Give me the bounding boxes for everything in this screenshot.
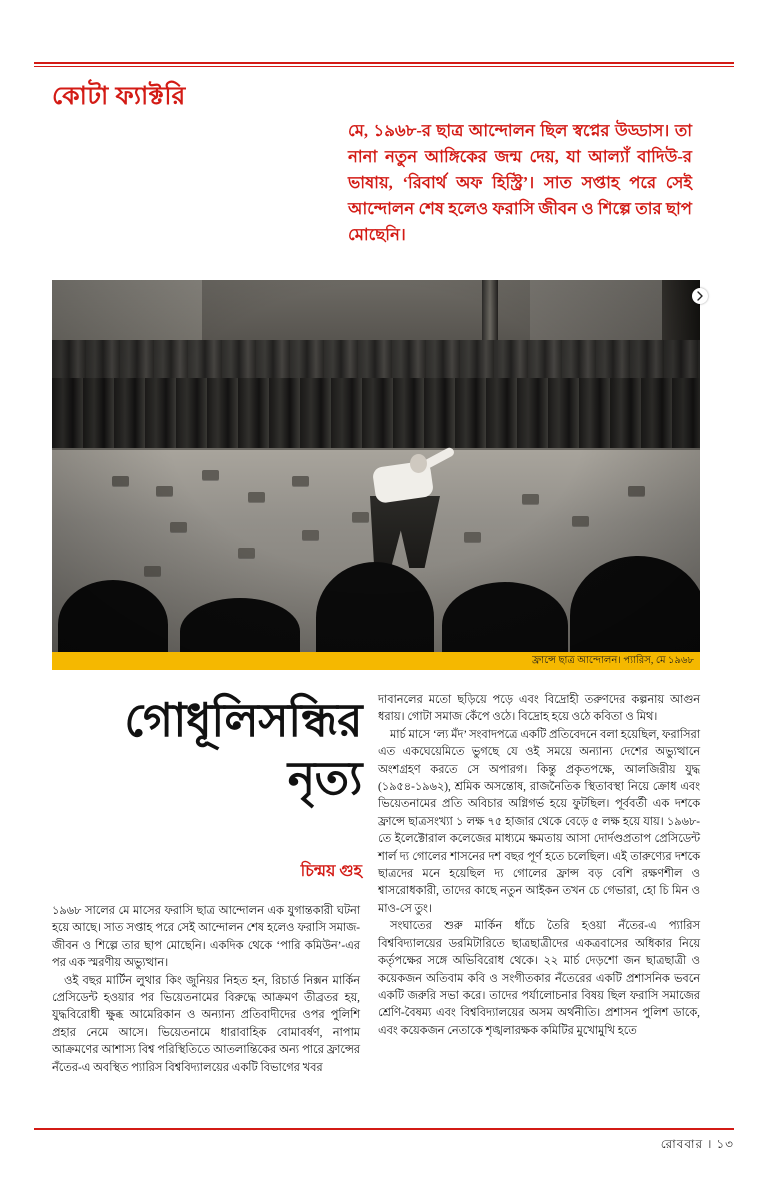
page-footer: রোববার । ১৩ [660, 1137, 734, 1151]
bottom-rule [34, 1128, 734, 1130]
article-byline: চিন্ময় গুহ [300, 863, 362, 880]
paragraph: মার্চ মাসে ‘ল্য মঁদ’ সংবাদপত্রে একটি প্রতিবেদনে বলা হয়েছিল, ফরাসিরা এত একঘেয়েমিতে ভুগছে যে ওই সময়ে অন্যান্য দেশের অভ্যুত্থানে অংশগ্রহণ করতে সে অপারগ। কিন্তু প্রকৃতপক্ষে, আলজিরীয় যুদ্ধ (১৯৫৪-১৯৬২), শ্রমিক অসন্তোষ, রাজনৈতিক স্থিতাবস্থা নিয়ে ক্রোধ এবং ভিয়েতনামের প্রতি অবিচার অগ্নিগর্ভ হয়ে ফুটছিল। পূর্ববর্তী এক দশকে ফ্রান্সে ছাত্রসংখ্যা ১ লক্ষ ৭৫ হাজার থেকে বেড়ে ৫ লক্ষ হয়ে যায়। ১৯৬৮-তে ইলেক্টোরাল কলেজের মাধ্যমে ক্ষমতায় আসা দোর্দণ্ডপ্রতাপ প্রেসিডেন্ট শার্ল দ্য গোলের শাসনের দশ বছর পূর্ণ হতে চলেছিল। এই তারুণ্যের দশকে ছাত্রদের মনে হয়েছিল দ্য গোলের ফ্রান্স বড় বেশি রক্ষণশীল ও শ্বাসরোধকারী, তাদের কাছে নতুন আইকন তখন চে গেভারা, হো চি মিন ও মাও-সে তুং। [378, 728, 700, 915]
body-column-right [378, 692, 700, 1115]
standfirst-text: মে, ১৯৬৮-র ছাত্র আন্দোলন ছিল স্বপ্নের উড্ডাস। তা নানা নতুন আঙ্গিকের জন্ম দেয়, যা আল্যাঁ বাদিউ-র ভাষায়, ‘রিবার্থ অফ হিস্ট্রি’। সাত সপ্তাহ পরে সেই আন্দোলন শেষ হলেও ফরাসি জীবন ও শিল্পে তার ছাপ মোছেনি। [348, 121, 692, 244]
photo-cobblestone [112, 476, 129, 486]
chevron-right-icon[interactable] [692, 288, 708, 304]
photo-caption: ফ্রান্সে ছাত্র আন্দোলন। প্যারিস, মে ১৯৬৮ [532, 655, 694, 666]
paragraph: দাবানলের মতো ছড়িয়ে পড়ে এবং বিদ্রোহী তরুণদের কল্পনায় আগুন ধরায়। গোটা সমাজ কেঁপে ওঠে। বিদ্রোহ হয়ে ওঠে কবিতা ও মিথ। [378, 694, 700, 724]
paragraph: ১৯৬৮ সালের মে মাসের ফরাসি ছাত্র আন্দোলন এক যুগান্তকারী ঘটনা হয়ে আছে। সাত সপ্তাহ পরে সেই আন্দোলন শেষ হলেও ফরাসি সমাজ-জীবন ও শিল্পে তার ছাপ মোছেনি। একদিক থেকে ‘পারি কমিউন’-এর পর এক স্মরণীয় অভ্যুত্থান। [52, 905, 360, 970]
photo-cobblestone [144, 566, 161, 576]
top-rule-secondary [34, 66, 734, 67]
photo-figure-legs [370, 496, 440, 568]
photo-cobblestone [292, 476, 309, 486]
photo-cobblestone [202, 470, 219, 480]
photo-stone-thrower [352, 448, 462, 578]
body-column-left [52, 903, 360, 1115]
photo-cobblestone [464, 532, 481, 542]
photo-caption-bar [52, 652, 700, 670]
photo-cobblestone [156, 486, 173, 496]
photo-crowd-front [52, 378, 700, 448]
photo-cobblestone [302, 530, 319, 540]
photo-cobblestone [238, 548, 255, 558]
photo-cobblestone [248, 492, 265, 502]
paragraph: ওই বছর মার্টিন লুথার কিং জুনিয়র নিহত হন, রিচার্ড নিক্সন মার্কিন প্রেসিডেন্ট হওয়ার পর ভিয়েতনামের বিরুদ্ধে আক্রমণ তীব্রতর হয়, যুদ্ধবিরোধী ক্ষুব্ধ আমেরিকান ও অন্যান্য প্রতিবাদীদের ওপর পুলিশি প্রহার নেমে আসে। ভিয়েতনামে ধারাবাহিক বোমাবর্ষণ, নাপাম আক্রমণের আশাস্য বিশ্ব পরিস্থিতিতে আতলান্তিকের অন্য পারে ফ্রান্সের নঁতের-এ অবস্থিত প্যারিস বিশ্ববিদ্যালয়ের একটি বিভাগের খবর [52, 974, 360, 1074]
photo-cobblestone [628, 486, 645, 496]
photo-figure-head [410, 454, 427, 473]
section-label: কোটা ফ্যাক্টরি [52, 83, 186, 110]
photo-image [52, 280, 700, 652]
photo-cobblestone [170, 522, 187, 532]
photo-cobblestone [522, 494, 539, 504]
page-title: গোধূলিসন্ধির নৃত্য [124, 695, 362, 804]
paragraph: সংঘাতের শুরু মার্কিন ধাঁচে তৈরি হওয়া নঁতের-এ প্যারিস বিশ্ববিদ্যালয়ের ডরমিটারিতে ছাত্রছাত্রীদের একত্রবাসের অধিকার নিয়ে কর্তৃপক্ষের সঙ্গে অভিবিরোধ থেকে। ২২ মার্চ দেড়শো জন ছাত্রছাত্রী ও কয়েকজন অতিবাম কবি ও সংগীতকার নঁতেরের একটি প্রশাসনিক ভবনে একটি জরুরি সভা করে। তাদের পর্যালোচনার বিষয় ছিল ফরাসি সমাজের শ্রেণি-বৈষম্য এবং বিশ্ববিদ্যালয়ের অসম অর্থনীতি। প্রশাসন পুলিশ ডাকে, এবং কয়েকজন নেতাকে শৃঙ্খলারক্ষক কমিটির মুখোমুখি হতে [378, 920, 700, 1037]
photo-cobblestone [572, 516, 589, 526]
top-rule [34, 62, 734, 64]
article-photo [52, 280, 700, 670]
